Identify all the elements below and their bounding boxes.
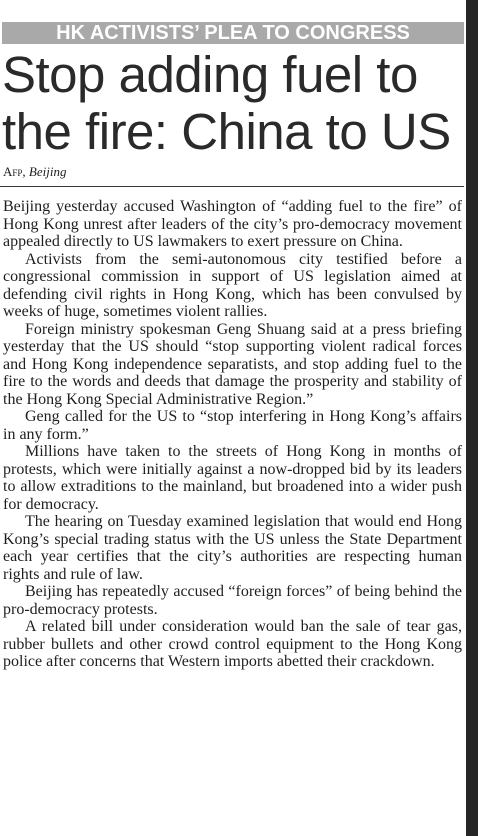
article-body — [3, 198, 462, 671]
headline: Stop adding fuel to the fire: China to US — [2, 46, 451, 160]
divider-rule — [0, 186, 464, 187]
paragraph: A related bill under consideration would ban the sale of tear gas, rubber bullets and other crowd control equipment to the Hong Kong police after concerns that Western imports abetted their crackdown. — [3, 618, 462, 670]
paragraph: Geng called for the US to “stop interfering in Hong Kong’s affairs in any form.” — [3, 408, 462, 443]
byline-agency: Afp, — [3, 164, 26, 179]
paragraph: Foreign ministry spokesman Geng Shuang said at a press briefing yesterday that the US should “stop supporting violent radical forces and Hong Kong independence separatists, and stop adding fuel to the fire to the words and deeds that damage the prosperity and stability of the Hong Kong Special Administrative Region.” — [3, 320, 462, 408]
paragraph: Millions have taken to the streets of Hong Kong in months of protests, which were initially against a now-dropped bid by its leaders to allow extraditions to the mainland, but broadened into a wider push for democracy. — [3, 443, 462, 513]
paragraph: Beijing has repeatedly accused “foreign forces” of being behind the pro-democracy protests. — [3, 583, 462, 618]
byline-place: Beijing — [28, 164, 67, 179]
paragraph: The hearing on Tuesday examined legislation that would end Hong Kong’s special trading status with the US unless the State Department each year certifies that the city’s authorities are respecting human rights and rule of law. — [3, 513, 462, 583]
kicker-banner: HK ACTIVISTS’ PLEA TO CONGRESS — [2, 22, 464, 44]
byline — [3, 164, 66, 180]
paragraph: Beijing yesterday accused Washington of “adding fuel to the fire” of Hong Kong unrest after leaders of the city’s pro-democracy movement appealed directly to US lawmakers to exert pressure on China. — [3, 198, 462, 250]
paragraph: Activists from the semi-autonomous city testified before a congressional commission in support of US legislation aimed at defending civil rights in Hong Kong, which has been convulsed by weeks of huge, sometimes violent rallies. — [3, 250, 462, 320]
